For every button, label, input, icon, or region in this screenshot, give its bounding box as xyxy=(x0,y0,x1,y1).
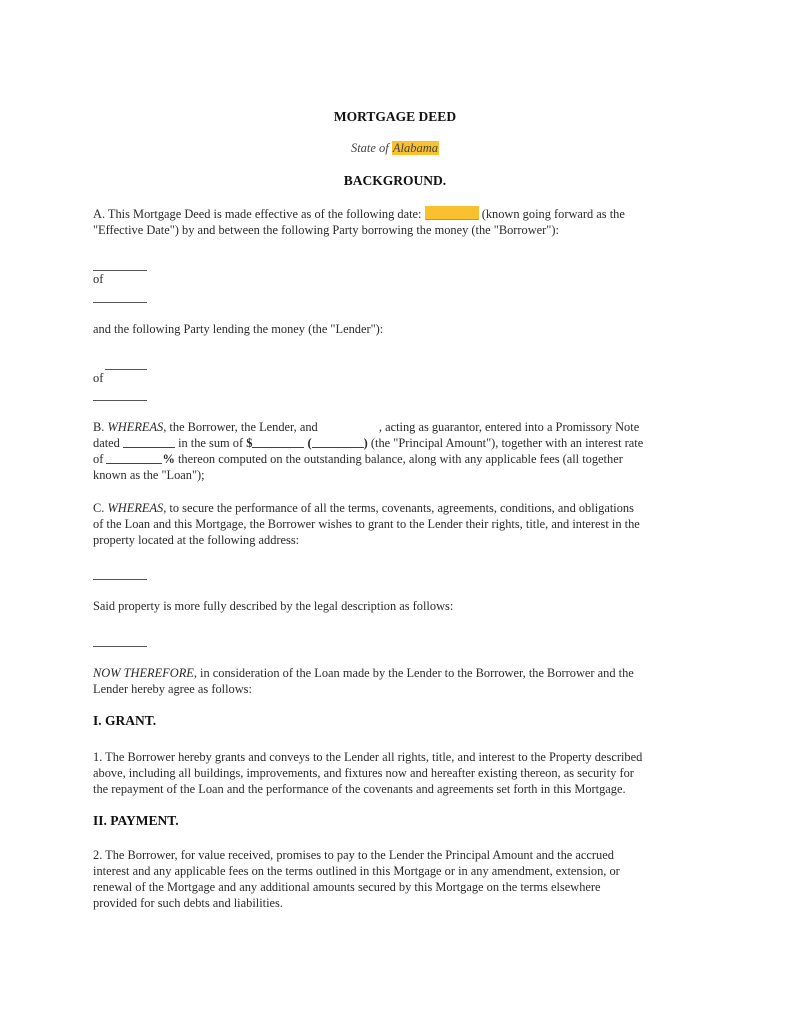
open-paren: ( xyxy=(307,436,312,450)
section-c-line-3: property located at the following address: xyxy=(93,533,300,547)
dollar-sign: $ xyxy=(246,436,253,450)
section-c-text: , to secure the performance of all the terms, covenants, agreements, conditions, and obligations xyxy=(163,501,634,515)
grant-heading: I. GRANT. xyxy=(93,713,157,728)
effective-date-field[interactable] xyxy=(425,206,479,220)
borrower-name-field[interactable] xyxy=(93,270,147,271)
state-line xyxy=(0,141,790,156)
lender-intro: and the following Party lending the money (the "Lender"): xyxy=(93,322,384,336)
legal-description-intro: Said property is more fully described by the legal description as follows: xyxy=(93,599,454,613)
payment-line-1: 2. The Borrower, for value received, promises to pay to the Lender the Principal Amount and the accrued xyxy=(93,848,614,862)
loan-definition: known as the "Loan"); xyxy=(93,468,205,482)
section-b-text: , the Borrower, the Lender, and xyxy=(163,420,318,434)
borrower-of-label: of xyxy=(93,272,104,286)
payment-heading: II. PAYMENT. xyxy=(93,813,179,828)
document-title: MORTGAGE DEED xyxy=(333,109,457,124)
percent-sign: % xyxy=(162,452,175,466)
grant-line-3: the repayment of the Loan and the performance of the covenants and agreements set forth in this Mortgage. xyxy=(93,782,626,796)
grant-line-2: above, including all buildings, improvements, and fixtures now and hereafter existing thereon, as security for xyxy=(93,766,634,780)
state-prefix: State of xyxy=(350,141,389,155)
payment-line-4: provided for such debts and liabilities. xyxy=(93,896,283,910)
principal-amount-text: (the "Principal Amount"), together with an interest rate xyxy=(370,436,644,450)
grant-line-1: 1. The Borrower hereby grants and conveys to the Lender all rights, title, and interest to the Property described xyxy=(93,750,643,764)
background-heading: BACKGROUND. xyxy=(343,173,447,188)
now-therefore-line-2: Lender hereby agree as follows: xyxy=(93,682,252,696)
section-a xyxy=(93,206,705,238)
payment-line-2: interest and any applicable fees on the terms outlined in this Mortgage or in any amendment, extension, or xyxy=(93,864,620,878)
section-a-line-2: "Effective Date") by and between the following Party borrowing the money (the "Borrower"): xyxy=(93,223,559,237)
borrower-address-field[interactable] xyxy=(93,302,147,303)
payment-line-3: renewal of the Mortgage and any additional amounts secured by this Mortgage on the terms elsewhere xyxy=(93,880,601,894)
lender-name-field[interactable] xyxy=(105,369,147,370)
section-a-text: A. This Mortgage Deed is made effective as of the following date: xyxy=(93,207,422,221)
interest-rate-field[interactable] xyxy=(106,452,162,464)
section-b xyxy=(93,419,705,483)
section-c xyxy=(93,500,705,548)
of-label: of xyxy=(93,452,104,466)
lender-of-label: of xyxy=(93,371,104,385)
legal-description-field[interactable] xyxy=(93,646,147,647)
whereas-text: WHEREAS xyxy=(107,501,164,515)
lender-address-field[interactable] xyxy=(93,400,147,401)
payment-paragraph xyxy=(93,847,705,911)
sum-label: in the sum of xyxy=(178,436,244,450)
now-therefore-text: , in consideration of the Loan made by the Lender to the Borrower, the Borrower and the xyxy=(193,666,634,680)
now-therefore xyxy=(93,665,705,697)
close-paren: ) xyxy=(363,436,368,450)
whereas-text: WHEREAS xyxy=(107,420,164,434)
property-address-field[interactable] xyxy=(93,579,147,580)
state-field[interactable]: Alabama xyxy=(392,141,439,155)
dated-label: dated xyxy=(93,436,120,450)
principal-amount-words-field[interactable] xyxy=(312,436,364,448)
now-therefore-lead: NOW THEREFORE xyxy=(93,666,194,680)
section-b-label: B. xyxy=(93,420,105,434)
grant-paragraph xyxy=(93,749,705,797)
section-c-line-2: of the Loan and this Mortgage, the Borrower wishes to grant to the Lender their rights, title, and interest in the xyxy=(93,517,640,531)
section-b-text-2: , acting as guarantor, entered into a Promissory Note xyxy=(378,420,640,434)
interest-text: thereon computed on the outstanding balance, along with any applicable fees (all together xyxy=(177,452,623,466)
section-c-label: C. xyxy=(93,501,105,515)
section-a-text-2: (known going forward as the xyxy=(481,207,625,221)
note-date-field[interactable] xyxy=(123,436,175,448)
principal-amount-field[interactable] xyxy=(252,436,304,448)
